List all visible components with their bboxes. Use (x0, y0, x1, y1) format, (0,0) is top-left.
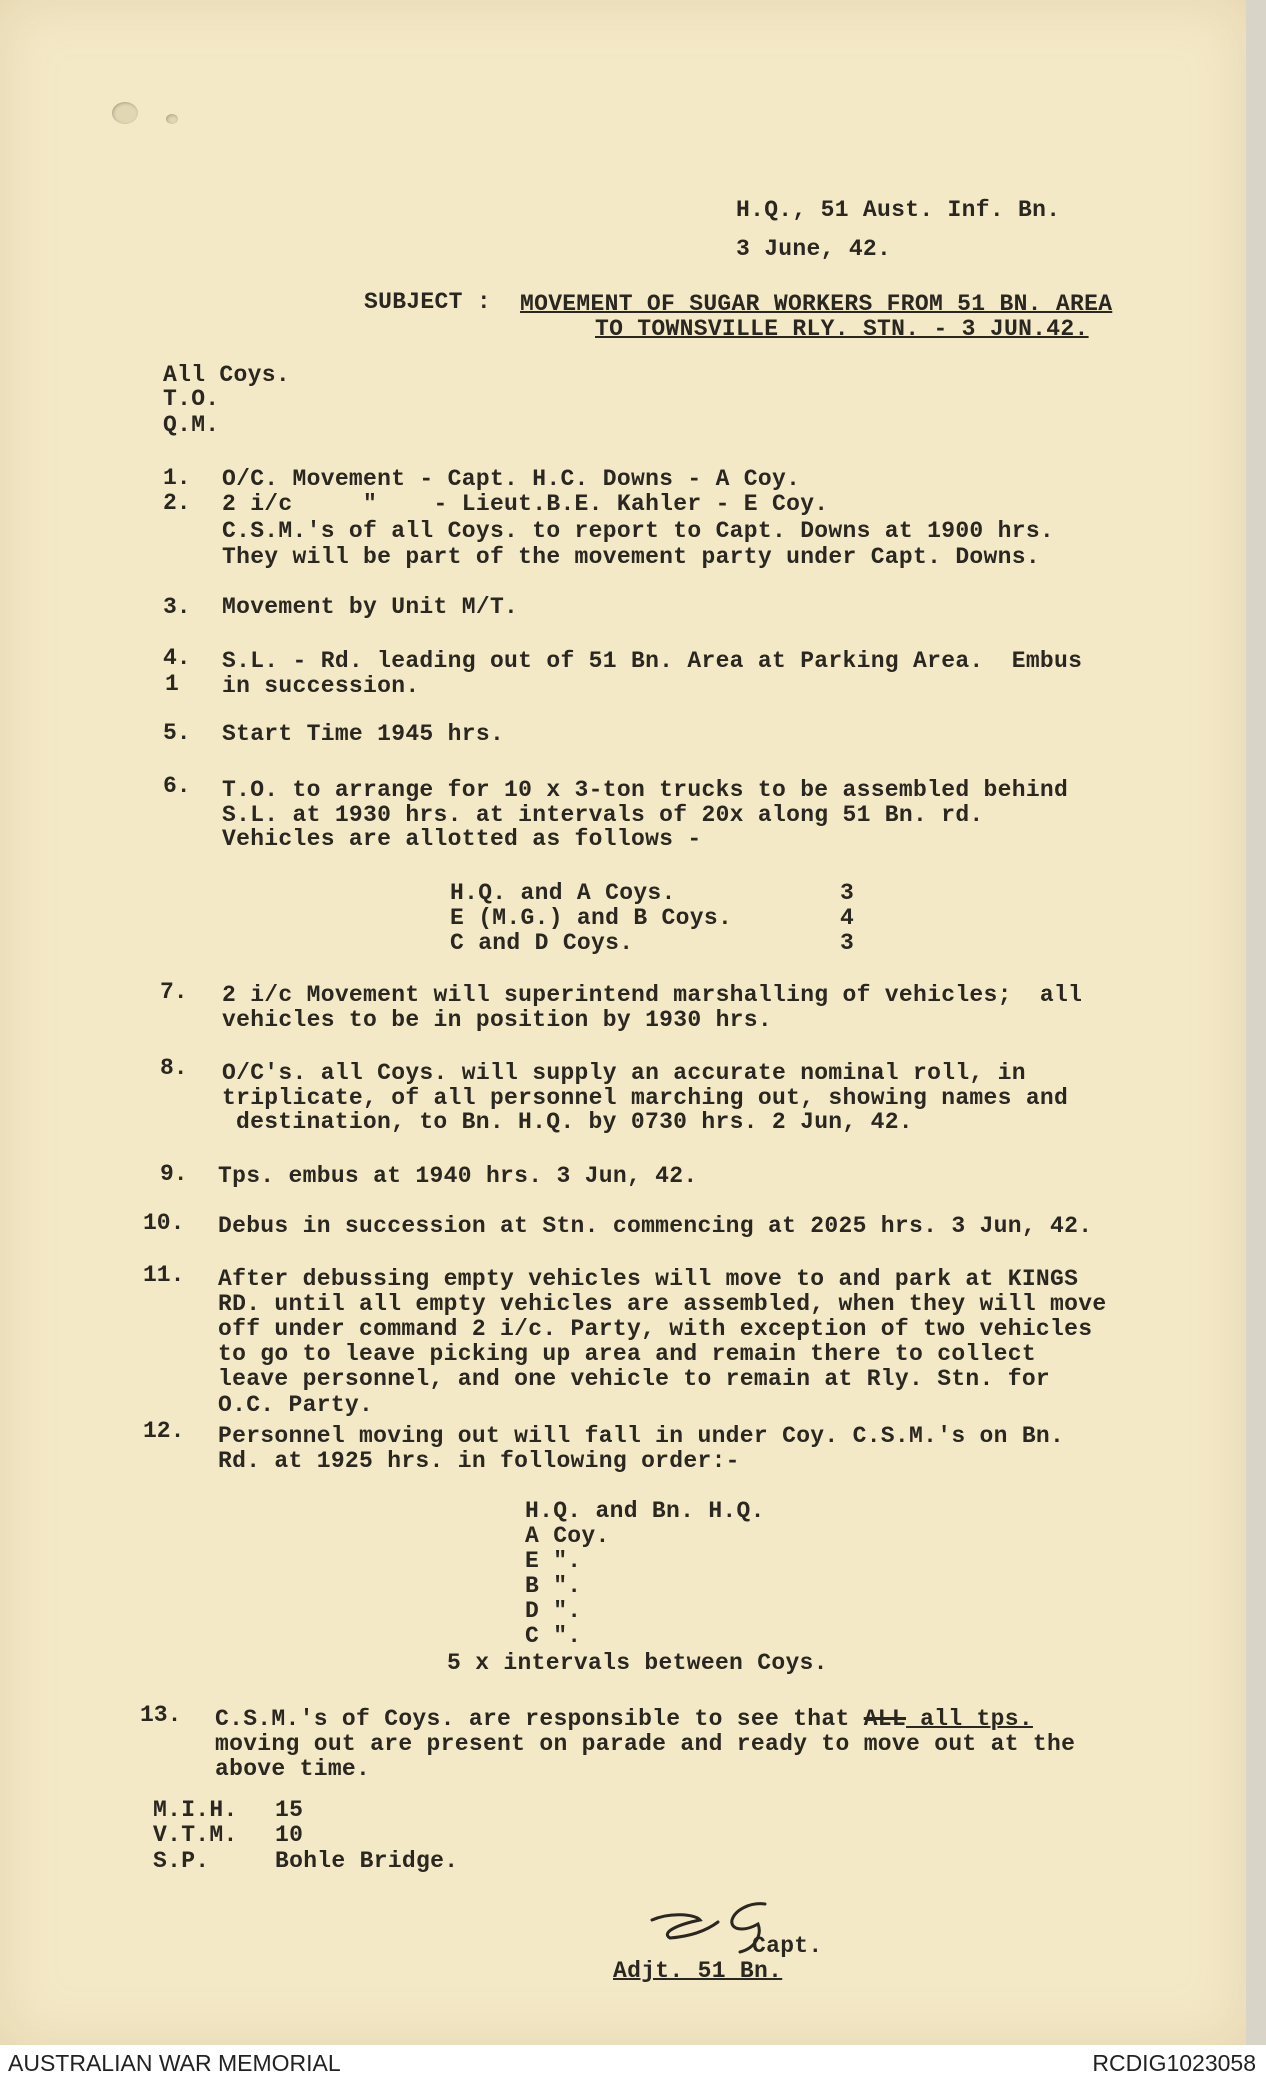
para-text: leave personnel, and one vehicle to remain at Rly. Stn. for (218, 1366, 1051, 1392)
vehicle-allocation-coys: H.Q. and A Coys. (450, 880, 676, 906)
para-text-part: all tps. (906, 1706, 1033, 1732)
march-order-item: B ". (525, 1573, 582, 1599)
para-text: to go to leave picking up area and remain there to collect (218, 1341, 1036, 1367)
footer-value: 10 (275, 1822, 304, 1848)
vehicle-allocation-coys: E (M.G.) and B Coys. (450, 905, 733, 931)
para-number: 6. (163, 773, 191, 799)
para-text: 2 i/c Movement will superintend marshalling of vehicles; all (222, 982, 1083, 1008)
para-text: S.L. - Rd. leading out of 51 Bn. Area at Parking Area. Embus (222, 648, 1083, 674)
para-number: 12. (143, 1418, 185, 1444)
struck-text: ALL (863, 1706, 907, 1732)
para-text: triplicate, of all personnel marching out, showing names and (222, 1085, 1069, 1111)
march-order-item: D ". (525, 1598, 582, 1624)
subject-line-1: MOVEMENT OF SUGAR WORKERS FROM 51 BN. AREA (520, 291, 1113, 317)
march-order-item: C ". (525, 1623, 582, 1649)
para-subnumber: 1 (165, 671, 179, 697)
para-text: Movement by Unit M/T. (222, 594, 519, 620)
scan-border (1246, 0, 1266, 2045)
punch-hole-small (166, 114, 178, 124)
para-text: O.C. Party. (218, 1392, 374, 1418)
para-text: S.L. at 1930 hrs. at intervals of 20x along 51 Bn. rd. (222, 802, 984, 828)
para-text: After debussing empty vehicles will move to and park at KINGS (218, 1266, 1079, 1292)
para-text: moving out are present on parade and ready to move out at the (215, 1731, 1076, 1757)
para-number: 4. (163, 645, 191, 671)
footer-label: V.T.M. (153, 1822, 238, 1848)
para-text: Rd. at 1925 hrs. in following order:- (218, 1448, 740, 1474)
footer-label: M.I.H. (153, 1797, 238, 1823)
archive-footer (0, 2045, 1266, 2082)
para-number: 3. (163, 594, 191, 620)
para-text: Tps. embus at 1940 hrs. 3 Jun, 42. (218, 1163, 698, 1189)
para-text: Debus in succession at Stn. commencing at 2025 hrs. 3 Jun, 42. (218, 1213, 1093, 1239)
march-order-item: A Coy. (525, 1523, 610, 1549)
vehicle-allocation-count: 3 (840, 930, 855, 956)
para-text: Start Time 1945 hrs. (222, 721, 505, 747)
march-order-note: 5 x intervals between Coys. (447, 1650, 828, 1676)
para-text: vehicles to be in position by 1930 hrs. (222, 1007, 772, 1033)
footer-value: 15 (275, 1797, 304, 1823)
march-order-item: H.Q. and Bn. H.Q. (525, 1498, 765, 1524)
para-number: 8. (160, 1055, 188, 1081)
para-number: 1. (163, 465, 191, 491)
subject-line-2: TO TOWNSVILLE RLY. STN. - 3 JUN.42. (595, 316, 1089, 342)
para-text: destination, to Bn. H.Q. by 0730 hrs. 2 Jun, 42. (236, 1109, 913, 1135)
para-number: 10. (143, 1210, 185, 1236)
para-text: O/C. Movement - Capt. H.C. Downs - A Coy. (222, 466, 801, 492)
archive-reference: RCDIG1023058 (1092, 2050, 1256, 2076)
unit-heading: H.Q., 51 Aust. Inf. Bn. (736, 197, 1061, 223)
para-number: 13. (140, 1702, 182, 1728)
para-text: above time. (215, 1756, 371, 1782)
para-number: 2. (163, 490, 191, 516)
archive-name: AUSTRALIAN WAR MEMORIAL (8, 2050, 341, 2076)
vehicle-allocation-coys: C and D Coys. (450, 930, 634, 956)
vehicle-allocation-count: 3 (840, 880, 855, 906)
para-number: 5. (163, 720, 191, 746)
para-text: T.O. to arrange for 10 x 3-ton trucks to be assembled behind (222, 777, 1069, 803)
para-text (215, 1706, 1033, 1732)
para-number: 7. (160, 979, 188, 1005)
para-text: RD. until all empty vehicles are assembled, when they will move (218, 1291, 1107, 1317)
signatory-rank: Capt. (752, 1933, 823, 1959)
march-order-item: E ". (525, 1548, 582, 1574)
subject-label: SUBJECT : (364, 289, 491, 315)
addressee: All Coys. (163, 362, 290, 388)
para-text: Vehicles are allotted as follows - (222, 826, 702, 852)
para-number: 9. (160, 1161, 188, 1187)
footer-value: Bohle Bridge. (275, 1848, 459, 1874)
punch-hole (112, 102, 138, 124)
para-text-part: C.S.M.'s of Coys. are responsible to see that (215, 1706, 864, 1732)
signatory-appointment: Adjt. 51 Bn. (613, 1958, 783, 1984)
para-text: Personnel moving out will fall in under Coy. C.S.M.'s on Bn. (218, 1423, 1065, 1449)
addressee: T.O. (163, 386, 220, 412)
para-text: in succession. (222, 673, 420, 699)
footer-label: S.P. (153, 1848, 210, 1874)
para-text: off under command 2 i/c. Party, with exception of two vehicles (218, 1316, 1093, 1342)
para-text: They will be part of the movement party under Capt. Downs. (222, 544, 1040, 570)
addressee: Q.M. (163, 412, 220, 438)
para-text: C.S.M.'s of all Coys. to report to Capt. Downs at 1900 hrs. (222, 518, 1055, 544)
para-text: O/C's. all Coys. will supply an accurate nominal roll, in (222, 1060, 1026, 1086)
para-number: 11. (143, 1262, 185, 1288)
para-text: 2 i/c " - Lieut.B.E. Kahler - E Coy. (222, 491, 829, 517)
document-date: 3 June, 42. (736, 236, 892, 262)
vehicle-allocation-count: 4 (840, 905, 855, 931)
